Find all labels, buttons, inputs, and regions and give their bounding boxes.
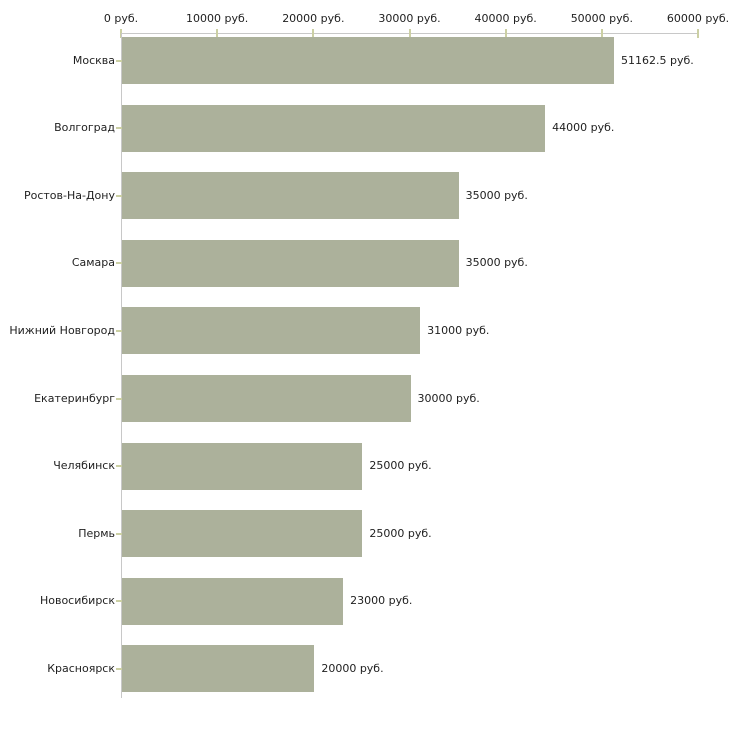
bar-value-label: 25000 руб.: [369, 526, 432, 540]
x-axis-tick-label: 40000 руб.: [474, 12, 537, 25]
x-axis-tick-label: 50000 руб.: [570, 12, 633, 25]
category-label: Пермь: [78, 526, 115, 540]
bar: [122, 510, 362, 557]
category-label: Красноярск: [47, 661, 115, 675]
bar-value-label: 35000 руб.: [465, 188, 528, 202]
category-label: Москва: [72, 53, 115, 67]
bar: [122, 443, 362, 490]
x-axis-tick-label: 30000 руб.: [378, 12, 441, 25]
bar-value-label: 51162.5 руб.: [621, 53, 694, 67]
bar-value-label: 25000 руб.: [369, 459, 432, 473]
bar: [122, 172, 459, 219]
category-label: Ростов-На-Дону: [23, 188, 115, 202]
bar: [122, 37, 614, 84]
x-axis-tick: [697, 29, 699, 38]
bar-value-label: 30000 руб.: [417, 391, 480, 405]
bar-value-label: 35000 руб.: [465, 256, 528, 270]
category-label: Челябинск: [53, 459, 115, 473]
bar: [122, 105, 545, 152]
category-label: Нижний Новгород: [9, 323, 115, 337]
category-label: Самара: [71, 256, 115, 270]
bar: [122, 240, 459, 287]
category-label: Екатеринбург: [34, 391, 115, 405]
bar: [122, 307, 420, 354]
x-axis-tick-label: 10000 руб.: [186, 12, 249, 25]
category-label: Новосибирск: [39, 594, 115, 608]
bar-value-label: 23000 руб.: [350, 594, 413, 608]
bar-value-label: 20000 руб.: [321, 661, 384, 675]
bar-value-label: 44000 руб.: [552, 121, 615, 135]
category-label: Волгоград: [54, 121, 115, 135]
bar-value-label: 31000 руб.: [427, 323, 490, 337]
x-axis-tick-label: 0 руб.: [103, 12, 139, 25]
x-axis-tick-label: 20000 руб.: [282, 12, 345, 25]
bar: [122, 645, 314, 692]
bar: [122, 375, 411, 422]
x-axis-tick-label: 60000 руб.: [666, 12, 730, 25]
bar: [122, 578, 343, 625]
